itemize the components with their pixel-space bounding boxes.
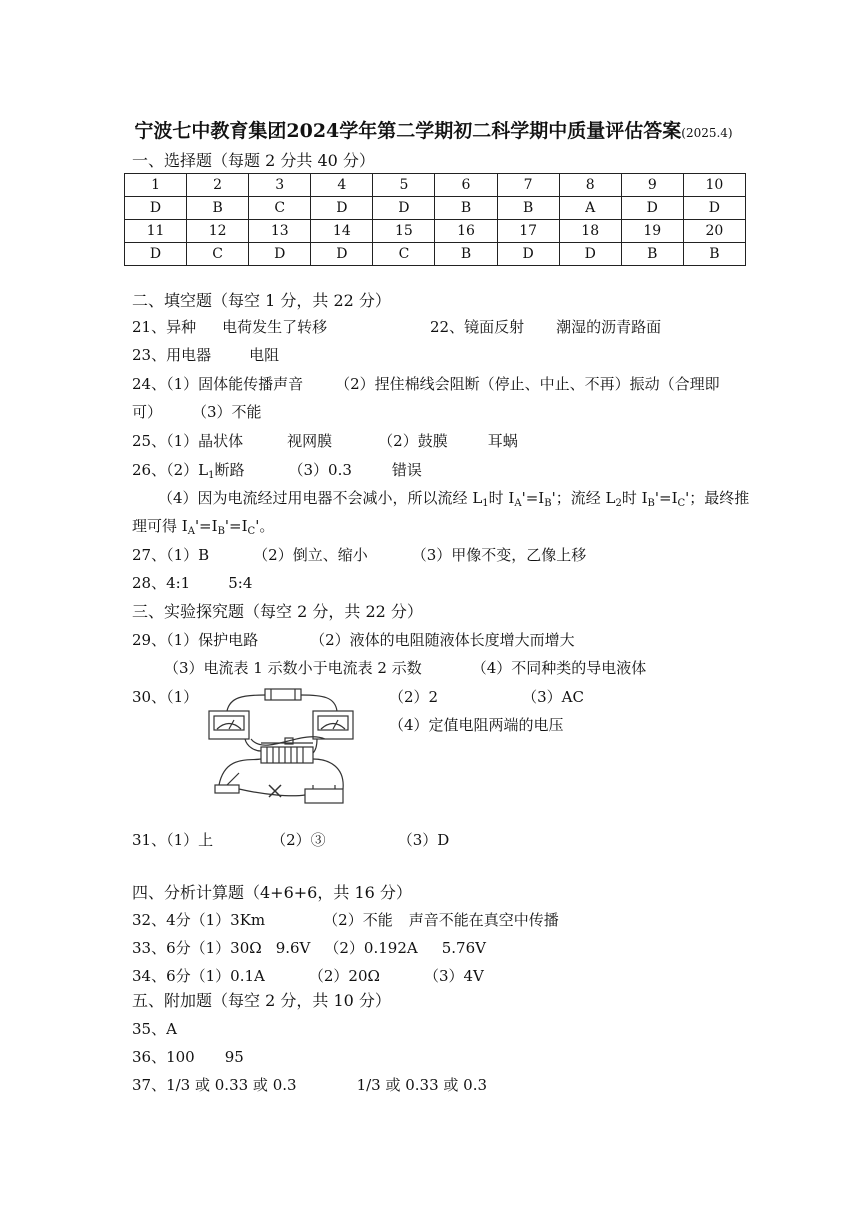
- table-cell: D: [311, 197, 373, 220]
- answer-35: 35、A: [132, 1020, 177, 1038]
- table-cell: D: [125, 243, 187, 266]
- answer-30-num: 30、（1）: [132, 688, 199, 706]
- answer-30-part4: （4）定值电阻两端的电压: [389, 716, 564, 734]
- title-date: (2025.4): [681, 126, 733, 140]
- answer-21: 21、异种 电荷发生了转移: [132, 318, 328, 336]
- table-cell: D: [373, 197, 435, 220]
- table-row: [125, 174, 746, 197]
- table-cell: 13: [249, 220, 311, 243]
- ammeter-icon: [209, 711, 249, 739]
- table-cell: 4: [311, 174, 373, 197]
- table-cell: D: [683, 197, 745, 220]
- voltmeter-icon: [313, 711, 353, 739]
- table-cell: 9: [621, 174, 683, 197]
- answer-26-line2: （4）因为电流经过用电器不会减小，所以流经 $L_1$时 $I_A'=I_B'$；流经 $L_2$时 $I_B'=I_C'$；最终推: [158, 489, 750, 509]
- table-cell: 17: [497, 220, 559, 243]
- answer-22: 22、镜面反射 潮湿的沥青路面: [430, 318, 662, 336]
- table-cell: 10: [683, 174, 745, 197]
- answer-31: 31、（1）上 （2）③ （3）D: [132, 831, 450, 849]
- rheostat-icon: [261, 747, 313, 763]
- top-resistor-icon: [265, 689, 301, 700]
- answer-28: 28、4:1 5:4: [132, 574, 253, 592]
- table-cell: B: [683, 243, 745, 266]
- answer-24-line2: 可） （3）不能: [132, 403, 262, 421]
- table-cell: B: [187, 197, 249, 220]
- section-3-heading: 三、实验探究题（每空 2 分，共 22 分）: [132, 602, 423, 621]
- table-cell: 5: [373, 174, 435, 197]
- circuit-diagram: [205, 685, 355, 810]
- table-cell: D: [497, 243, 559, 266]
- answer-24-line1: 24、（1）固体能传播声音 （2）捏住棉线会阻断（停止、中止、不再）振动（合理即: [132, 375, 720, 393]
- table-cell: D: [125, 197, 187, 220]
- table-cell: C: [373, 243, 435, 266]
- answer-23: 23、用电器 电阻: [132, 346, 280, 364]
- page-title: [0, 116, 867, 143]
- answer-37: 37、1/3 或 0.33 或 0.3 1/3 或 0.33 或 0.3: [132, 1076, 488, 1094]
- answer-26-line3: 理可得 $I_A'=I_B'=I_C'$。: [132, 517, 275, 537]
- answer-29-line1: 29、（1）保护电路 （2）液体的电阻随液体长度增大而增大: [132, 631, 575, 649]
- table-cell: 7: [497, 174, 559, 197]
- answer-26-line1: 26、$(2)L_1$断路 （3）0.3 错误: [132, 461, 422, 481]
- table-cell: 12: [187, 220, 249, 243]
- table-cell: 1: [125, 174, 187, 197]
- answer-30-parts: （2）2 （3）AC: [389, 688, 584, 706]
- table-cell: 11: [125, 220, 187, 243]
- table-cell: 14: [311, 220, 373, 243]
- title-main: 宁波七中教育集团2024学年第二学期初二科学期中质量评估答案: [134, 120, 682, 142]
- table-cell: 2: [187, 174, 249, 197]
- answer-36: 36、100 95: [132, 1048, 244, 1066]
- answer-34: 34、6分（1）0.1A （2）20Ω （3）4V: [132, 967, 484, 985]
- answer-25: 25、（1）晶状体 视网膜 （2）鼓膜 耳蜗: [132, 432, 518, 450]
- table-cell: B: [497, 197, 559, 220]
- answer-32: 32、4分（1）3Km （2）不能 声音不能在真空中传播: [132, 911, 559, 929]
- section-1-heading: 一、选择题（每题 2 分共 40 分）: [132, 151, 375, 170]
- table-cell: D: [559, 243, 621, 266]
- table-row: [125, 220, 746, 243]
- table-cell: C: [187, 243, 249, 266]
- answer-table: [124, 173, 746, 266]
- table-cell: D: [249, 243, 311, 266]
- table-cell: 18: [559, 220, 621, 243]
- switch-icon: [215, 785, 239, 793]
- table-cell: 16: [435, 220, 497, 243]
- table-row: [125, 243, 746, 266]
- answer-table-body: [125, 174, 746, 266]
- section-2-heading: 二、填空题（每空 1 分，共 22 分）: [132, 291, 391, 310]
- answer-33: 33、6分（1）30Ω 9.6V （2）0.192A 5.76V: [132, 939, 486, 957]
- table-cell: B: [435, 243, 497, 266]
- table-cell: A: [559, 197, 621, 220]
- table-cell: D: [621, 197, 683, 220]
- table-cell: C: [249, 197, 311, 220]
- table-cell: B: [435, 197, 497, 220]
- answer-27: 27、（1）B （2）倒立、缩小 （3）甲像不变，乙像上移: [132, 546, 587, 564]
- table-cell: 3: [249, 174, 311, 197]
- table-cell: D: [311, 243, 373, 266]
- table-cell: 8: [559, 174, 621, 197]
- table-cell: 20: [683, 220, 745, 243]
- table-cell: 19: [621, 220, 683, 243]
- answer-29-line2: （3）电流表 1 示数小于电流表 2 示数 （4）不同种类的导电液体: [164, 659, 647, 677]
- section-4-heading: 四、分析计算题（4+6+6，共 16 分）: [132, 883, 412, 902]
- table-row: [125, 197, 746, 220]
- table-cell: 15: [373, 220, 435, 243]
- battery-icon: [305, 789, 343, 803]
- table-cell: 6: [435, 174, 497, 197]
- section-5-heading: 五、附加题（每空 2 分，共 10 分）: [132, 991, 391, 1010]
- table-cell: B: [621, 243, 683, 266]
